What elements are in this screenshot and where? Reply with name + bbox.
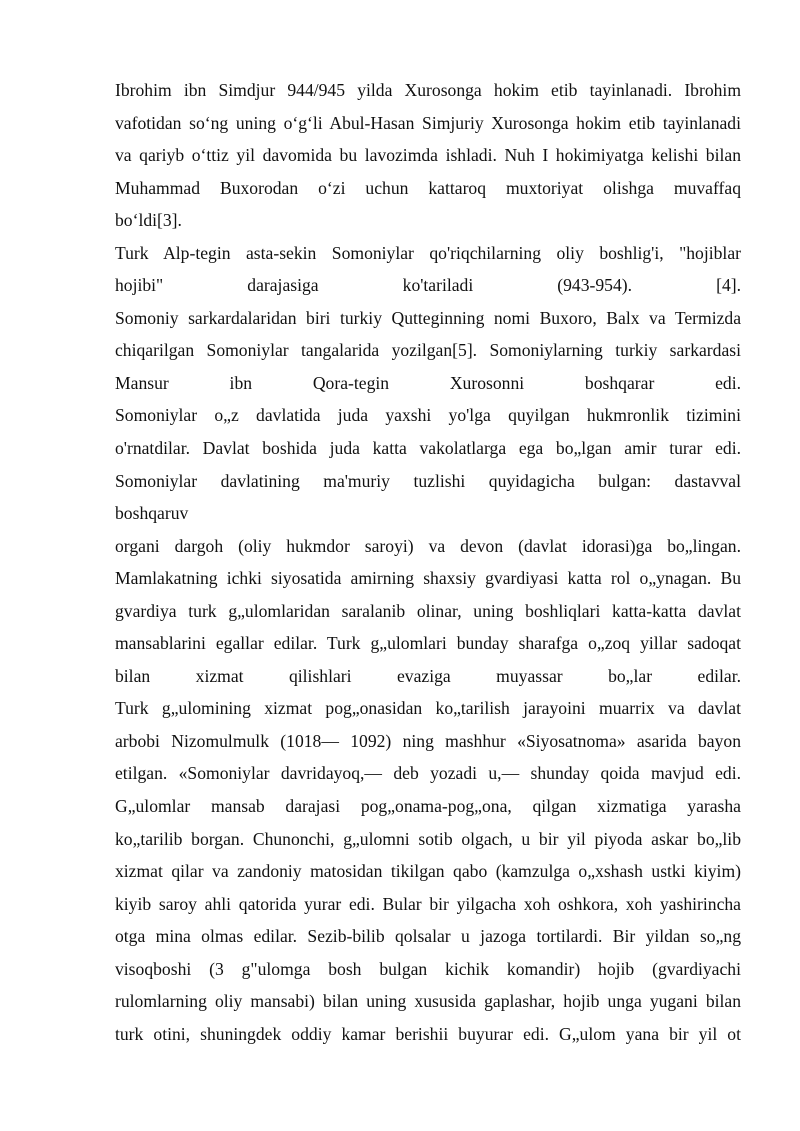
- text-line: organi dargoh (oliy hukmdor saroyi) va devon (davlat idorasi)ga bo„lingan.: [115, 535, 741, 556]
- text-line: etilgan. «Somoniylar davridayoq,— deb yozadi u,— shunday qoida mavjud edi.: [115, 763, 741, 784]
- body-text: [115, 74, 741, 1050]
- text-line: va qariyb o‘ttiz yil davomida bu lavozimda ishladi. Nuh I hokimiyatga kelishi bilan: [115, 145, 741, 166]
- text-line: Muhammad Buxorodan o‘zi uchun kattaroq muxtoriyat olishga muvaffaq: [115, 177, 741, 198]
- text-line: ko„tarilib borgan. Chunonchi, g„ulomni sotib olgach, u bir yil piyoda askar bo„lib: [115, 828, 741, 849]
- text-line: xizmat qilar va zandoniy matosidan tikilgan qabo (kamzulga o„xshash ustki kiyim): [115, 861, 741, 882]
- text-line: Mansur ibn Qora-tegin Xurosonni boshqarar edi.: [115, 372, 741, 393]
- text-line: Turk g„ulomining xizmat pog„onasidan ko„tarilish jarayoini muarrix va davlat: [115, 698, 741, 719]
- text-line: Turk Alp-tegin asta-sekin Somoniylar qo'riqchilarning oliy boshlig'i, "hojiblar: [115, 242, 741, 263]
- text-line: G„ulomlar mansab darajasi pog„onama-pog„ona, qilgan xizmatiga yarasha: [115, 796, 741, 817]
- text-line: bilan xizmat qilishlari evaziga muyassar bo„lar edilar.: [115, 665, 741, 686]
- text-line: arbobi Nizomulmulk (1018— 1092) ning mashhur «Siyosatnoma» asarida bayon: [115, 730, 741, 751]
- text-line: gvardiya turk g„ulomlaridan saralanib olinar, uning boshliqlari katta-katta davlat: [115, 600, 741, 621]
- text-line: otga mina olmas edilar. Sezib-bilib qolsalar u jazoga tortilardi. Bir yildan so„ng: [115, 926, 741, 947]
- text-line: Somoniy sarkardalaridan biri turkiy Qutteginning nomi Buxoro, Balx va Termizda: [115, 307, 741, 328]
- text-line: hojibi" darajasiga ko'tariladi (943-954). [4].: [115, 275, 741, 296]
- text-line: vafotidan so‘ng uning o‘g‘li Abul-Hasan Simjuriy Xurosonga hokim etib tayinlanadi: [115, 112, 741, 133]
- text-line: boshqaruv: [115, 503, 189, 524]
- text-line: turk otini, shuningdek oddiy kamar berishii buyurar edi. G„ulom yana bir yil ot: [115, 1023, 741, 1044]
- text-line: mansablarini egallar edilar. Turk g„ulomlari bunday sharafga o„zoq yillar sadoqat: [115, 633, 741, 654]
- text-line: Ibrohim ibn Simdjur 944/945 yilda Xurosonga hokim etib tayinlanadi. Ibrohim: [115, 80, 741, 100]
- text-line: Somoniylar o„z davlatida juda yaxshi yo'lga quyilgan hukmronlik tizimini: [115, 405, 741, 426]
- text-line: o'rnatdilar. Davlat boshida juda katta vakolatlarga ega bo„lgan amir turar edi.: [115, 438, 741, 459]
- text-line: chiqarilgan Somoniylar tangalarida yozilgan[5]. Somoniylarning turkiy sarkardasi: [115, 340, 741, 361]
- text-line: visoqboshi (3 g"ulomga bosh bulgan kichik komandir) hojib (gvardiyachi: [115, 958, 741, 979]
- text-line: Somoniylar davlatining ma'muriy tuzlishi quyidagicha bulgan: dastavval: [115, 470, 741, 491]
- text-line: kiyib saroy ahli qatorida yurar edi. Bular bir yilgacha xoh oshkora, xoh yashirincha: [115, 893, 741, 914]
- text-line: rulomlarning oliy mansabi) bilan uning xususida gaplashar, hojib unga yugani bilan: [115, 991, 741, 1012]
- text-line: bo‘ldi[3].: [115, 210, 182, 231]
- text-line: Mamlakatning ichki siyosatida amirning shaxsiy gvardiyasi katta rol o„ynagan. Bu: [115, 568, 741, 589]
